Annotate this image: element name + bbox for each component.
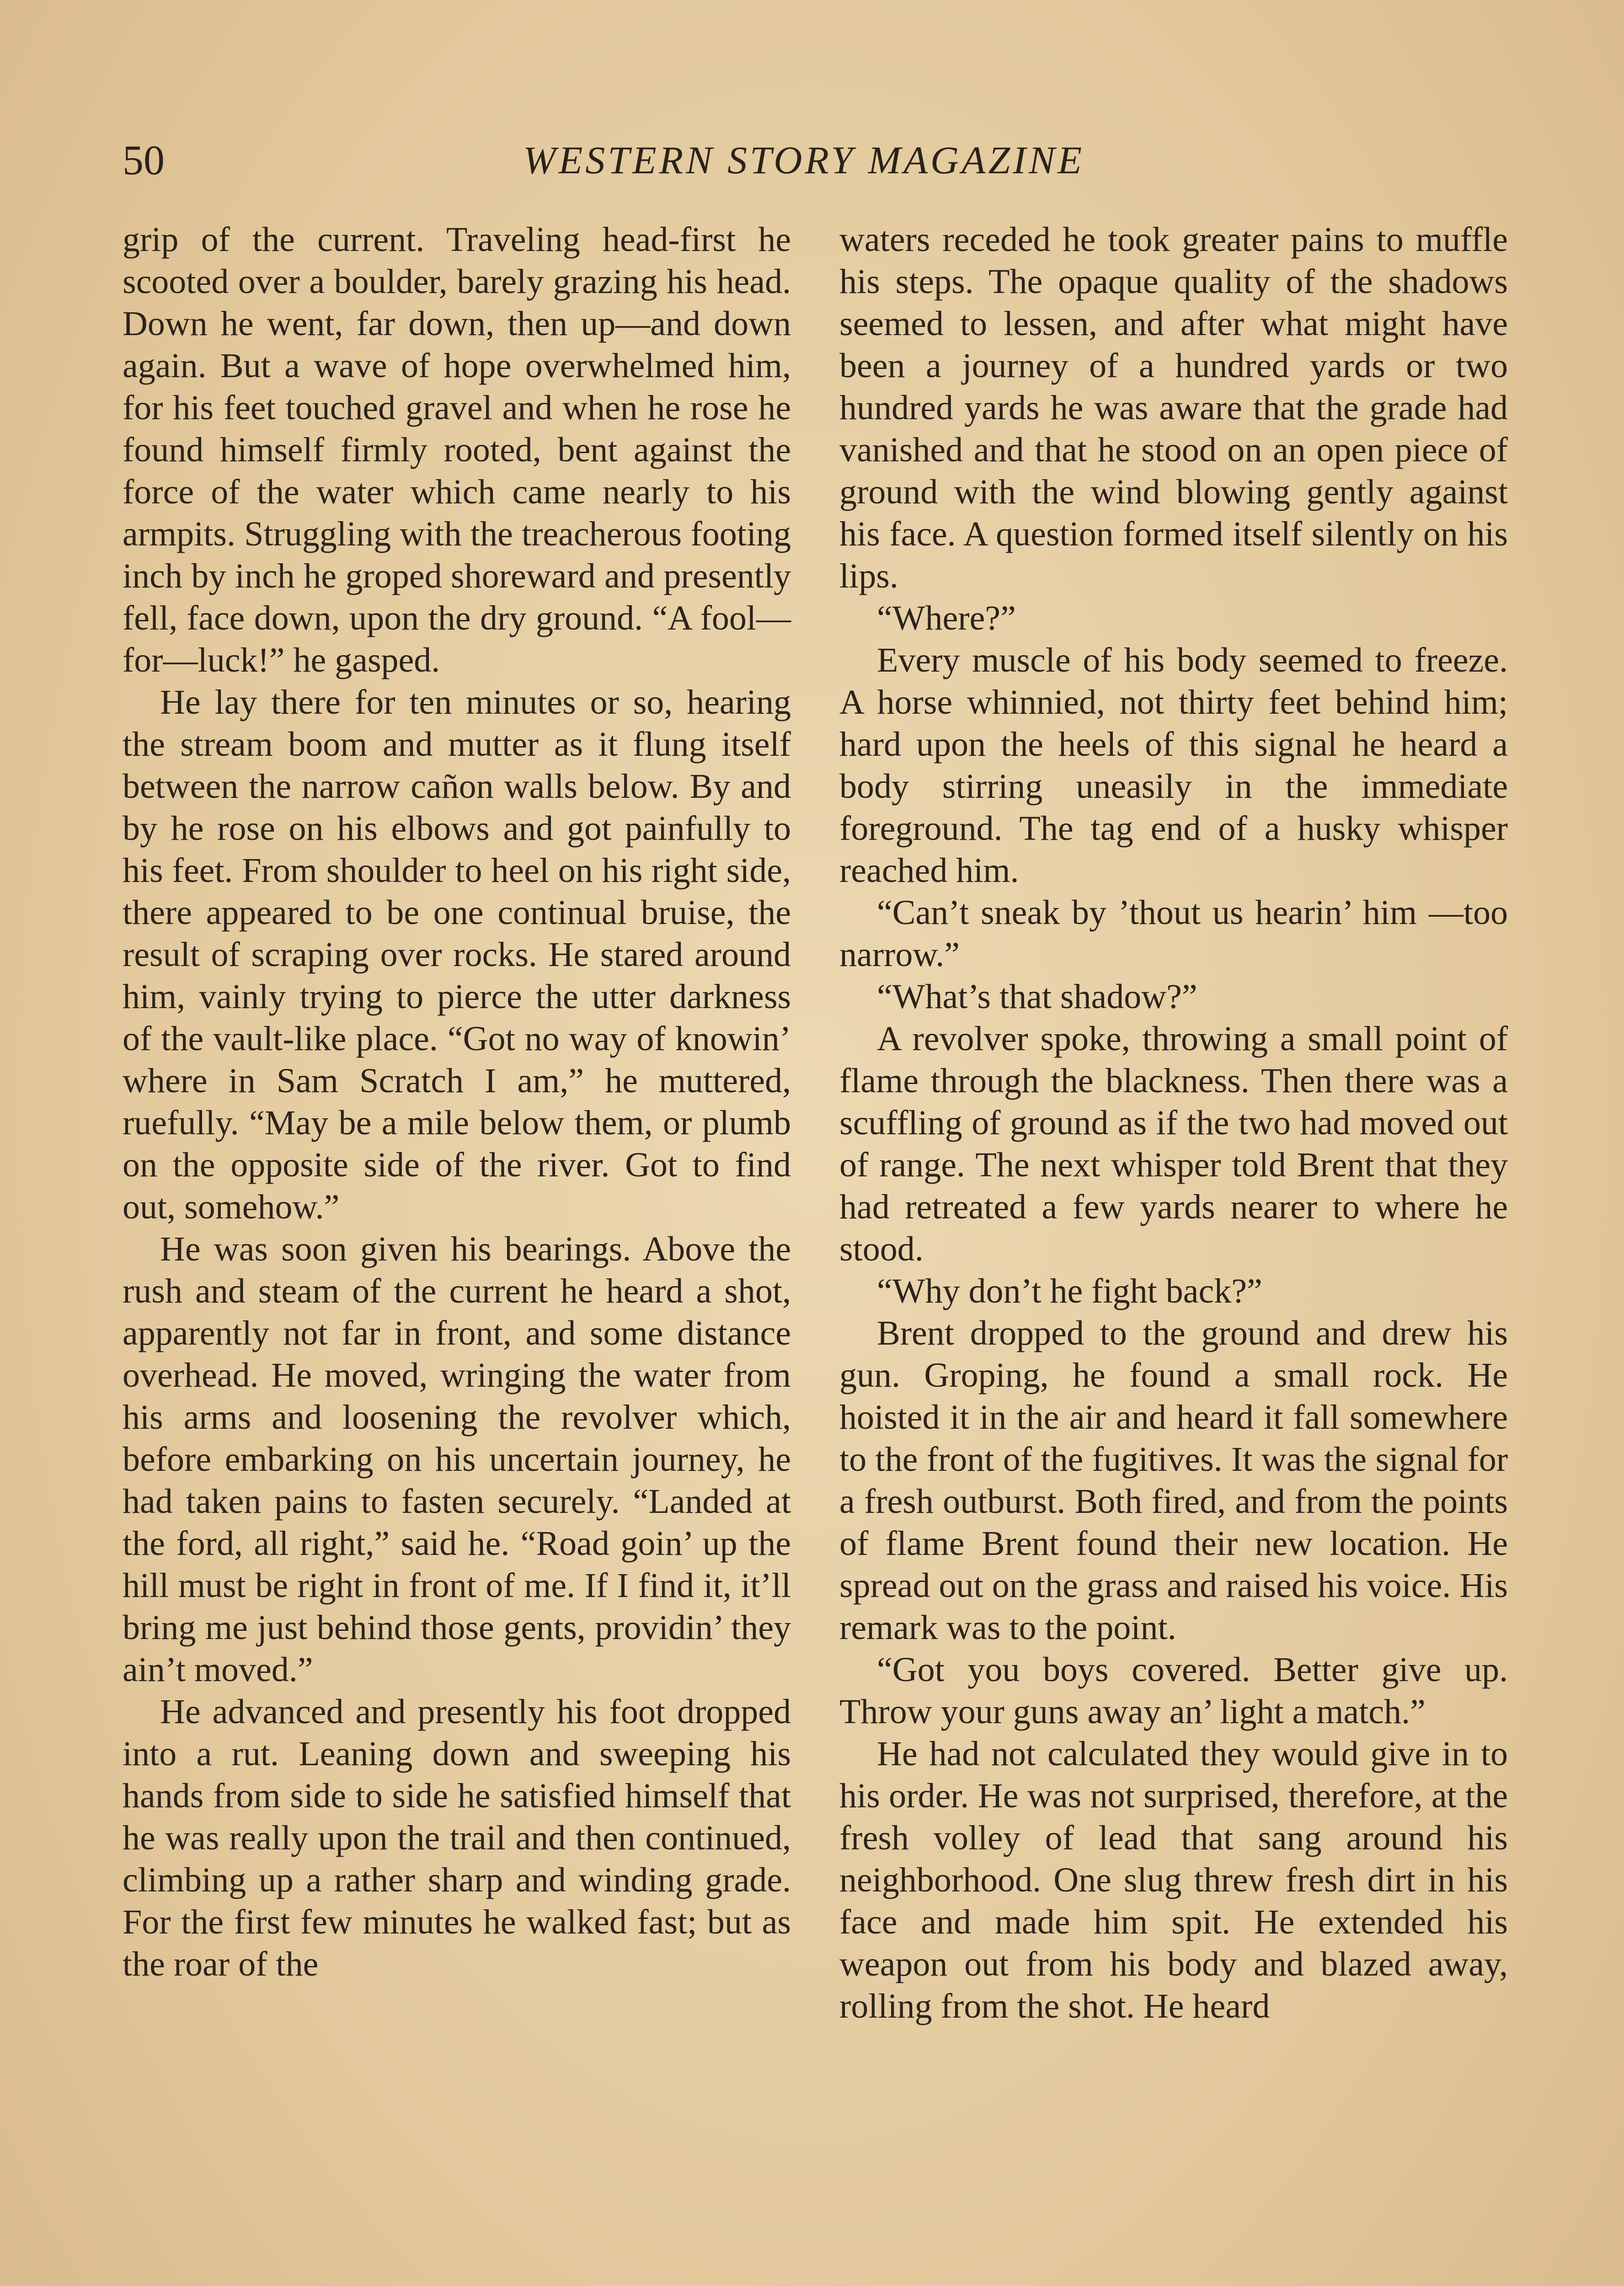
left-column [123,219,791,1985]
paragraph: “Where?” [877,599,1016,637]
paragraph: “What’s that shadow?” [877,977,1197,1016]
paragraph: He lay there for ten minutes or so, hearing the stream boom and mutter as it flung itself between the narrow cañon walls below. By and by he rose on his elbows and got painfully to his feet. From shoulder to heel on his right side, there appeared to be one continual bruise, the result of scraping over rocks. He stared around him, vainly trying to pierce the utter darkness of the vault-like place. “Got no way of knowin’ where in Sam Scratch I am,” he muttered, ruefully. “May be a mile below them, or plumb on the opposite side of the river. Got to find out, somehow.” [123,683,791,1226]
paragraph: He advanced and presently his foot dropped into a rut. Leaning down and sweeping his hands from side to side he satisfied himself that he was really upon the trail and then continued, climbing up a rather sharp and winding grade. For the first few minutes he walked fast; but as the roar of the [123,1693,791,1983]
page-header [123,133,1485,187]
paragraph: “Got you boys covered. Better give up. Throw your guns away an’ light a match.” [839,1650,1508,1731]
running-title: WESTERN STORY MAGAZINE [523,138,1084,182]
paragraph: He had not calculated they would give in to his order. He was not surprised, therefore, at the fresh volley of lead that sang around his neighborhood. One slug threw fresh dirt in his face and made him spit. He extended his weapon out from his body and blazed away, rolling from the shot. He heard [839,1735,1508,2025]
paragraph: grip of the current. Traveling head-first he scooted over a boulder, barely grazing his head. Down he went, far down, then up—and down again. But a wave of hope overwhelmed him, for his feet touched gravel and when he rose he found himself firmly rooted, bent against the force of the water which came nearly to his armpits. Struggling with the treacherous footing inch by inch he groped shoreward and presently fell, face down, upon the dry ground. “A fool—for—luck!” he gasped. [123,220,791,679]
paragraph: “Why don’t he fight back?” [877,1272,1262,1310]
paragraph: Every muscle of his body seemed to freeze. A horse whinnied, not thirty feet behind him; hard upon the heels of this signal he heard a body stirring uneasily in the immediate foreground. The tag end of a husky whisper reached him. [839,641,1508,890]
paragraph: He was soon given his bearings. Above the rush and steam of the current he heard a shot, apparently not far in front, and some distance overhead. He moved, wringing the water from his arms and loosening the revolver which, before embarking on his uncertain journey, he had taken pains to fasten securely. “Landed at the ford, all right,” said he. “Road goin’ up the hill must be right in front of me. If I find it, it’ll bring me just behind those gents, providin’ they ain’t moved.” [123,1230,791,1689]
page-number: 50 [123,137,165,183]
paragraph: waters receded he took greater pains to muffle his steps. The opaque quality of the shadows seemed to lessen, and after what might have been a journey of a hundred yards or two hundred yards he was aware that the grade had vanished and that he stood on an open piece of ground with the wind blowing gently against his face. A question formed itself silently on his lips. [839,220,1508,595]
right-column [839,219,1508,2027]
paragraph: “Can’t sneak by ’thout us hearin’ him —too narrow.” [839,893,1508,974]
paragraph: Brent dropped to the ground and drew his gun. Groping, he found a small rock. He hoisted it in the air and heard it fall somewhere to the front of the fugitives. It was the signal for a fresh outburst. Both fired, and from the points of flame Brent found their new location. He spread out on the grass and raised his voice. His remark was to the point. [839,1314,1508,1647]
paragraph: A revolver spoke, throwing a small point of flame through the blackness. Then there was a scuffling of ground as if the two had moved out of range. The next whisper told Brent that they had retreated a few yards nearer to where he stood. [839,1020,1508,1268]
